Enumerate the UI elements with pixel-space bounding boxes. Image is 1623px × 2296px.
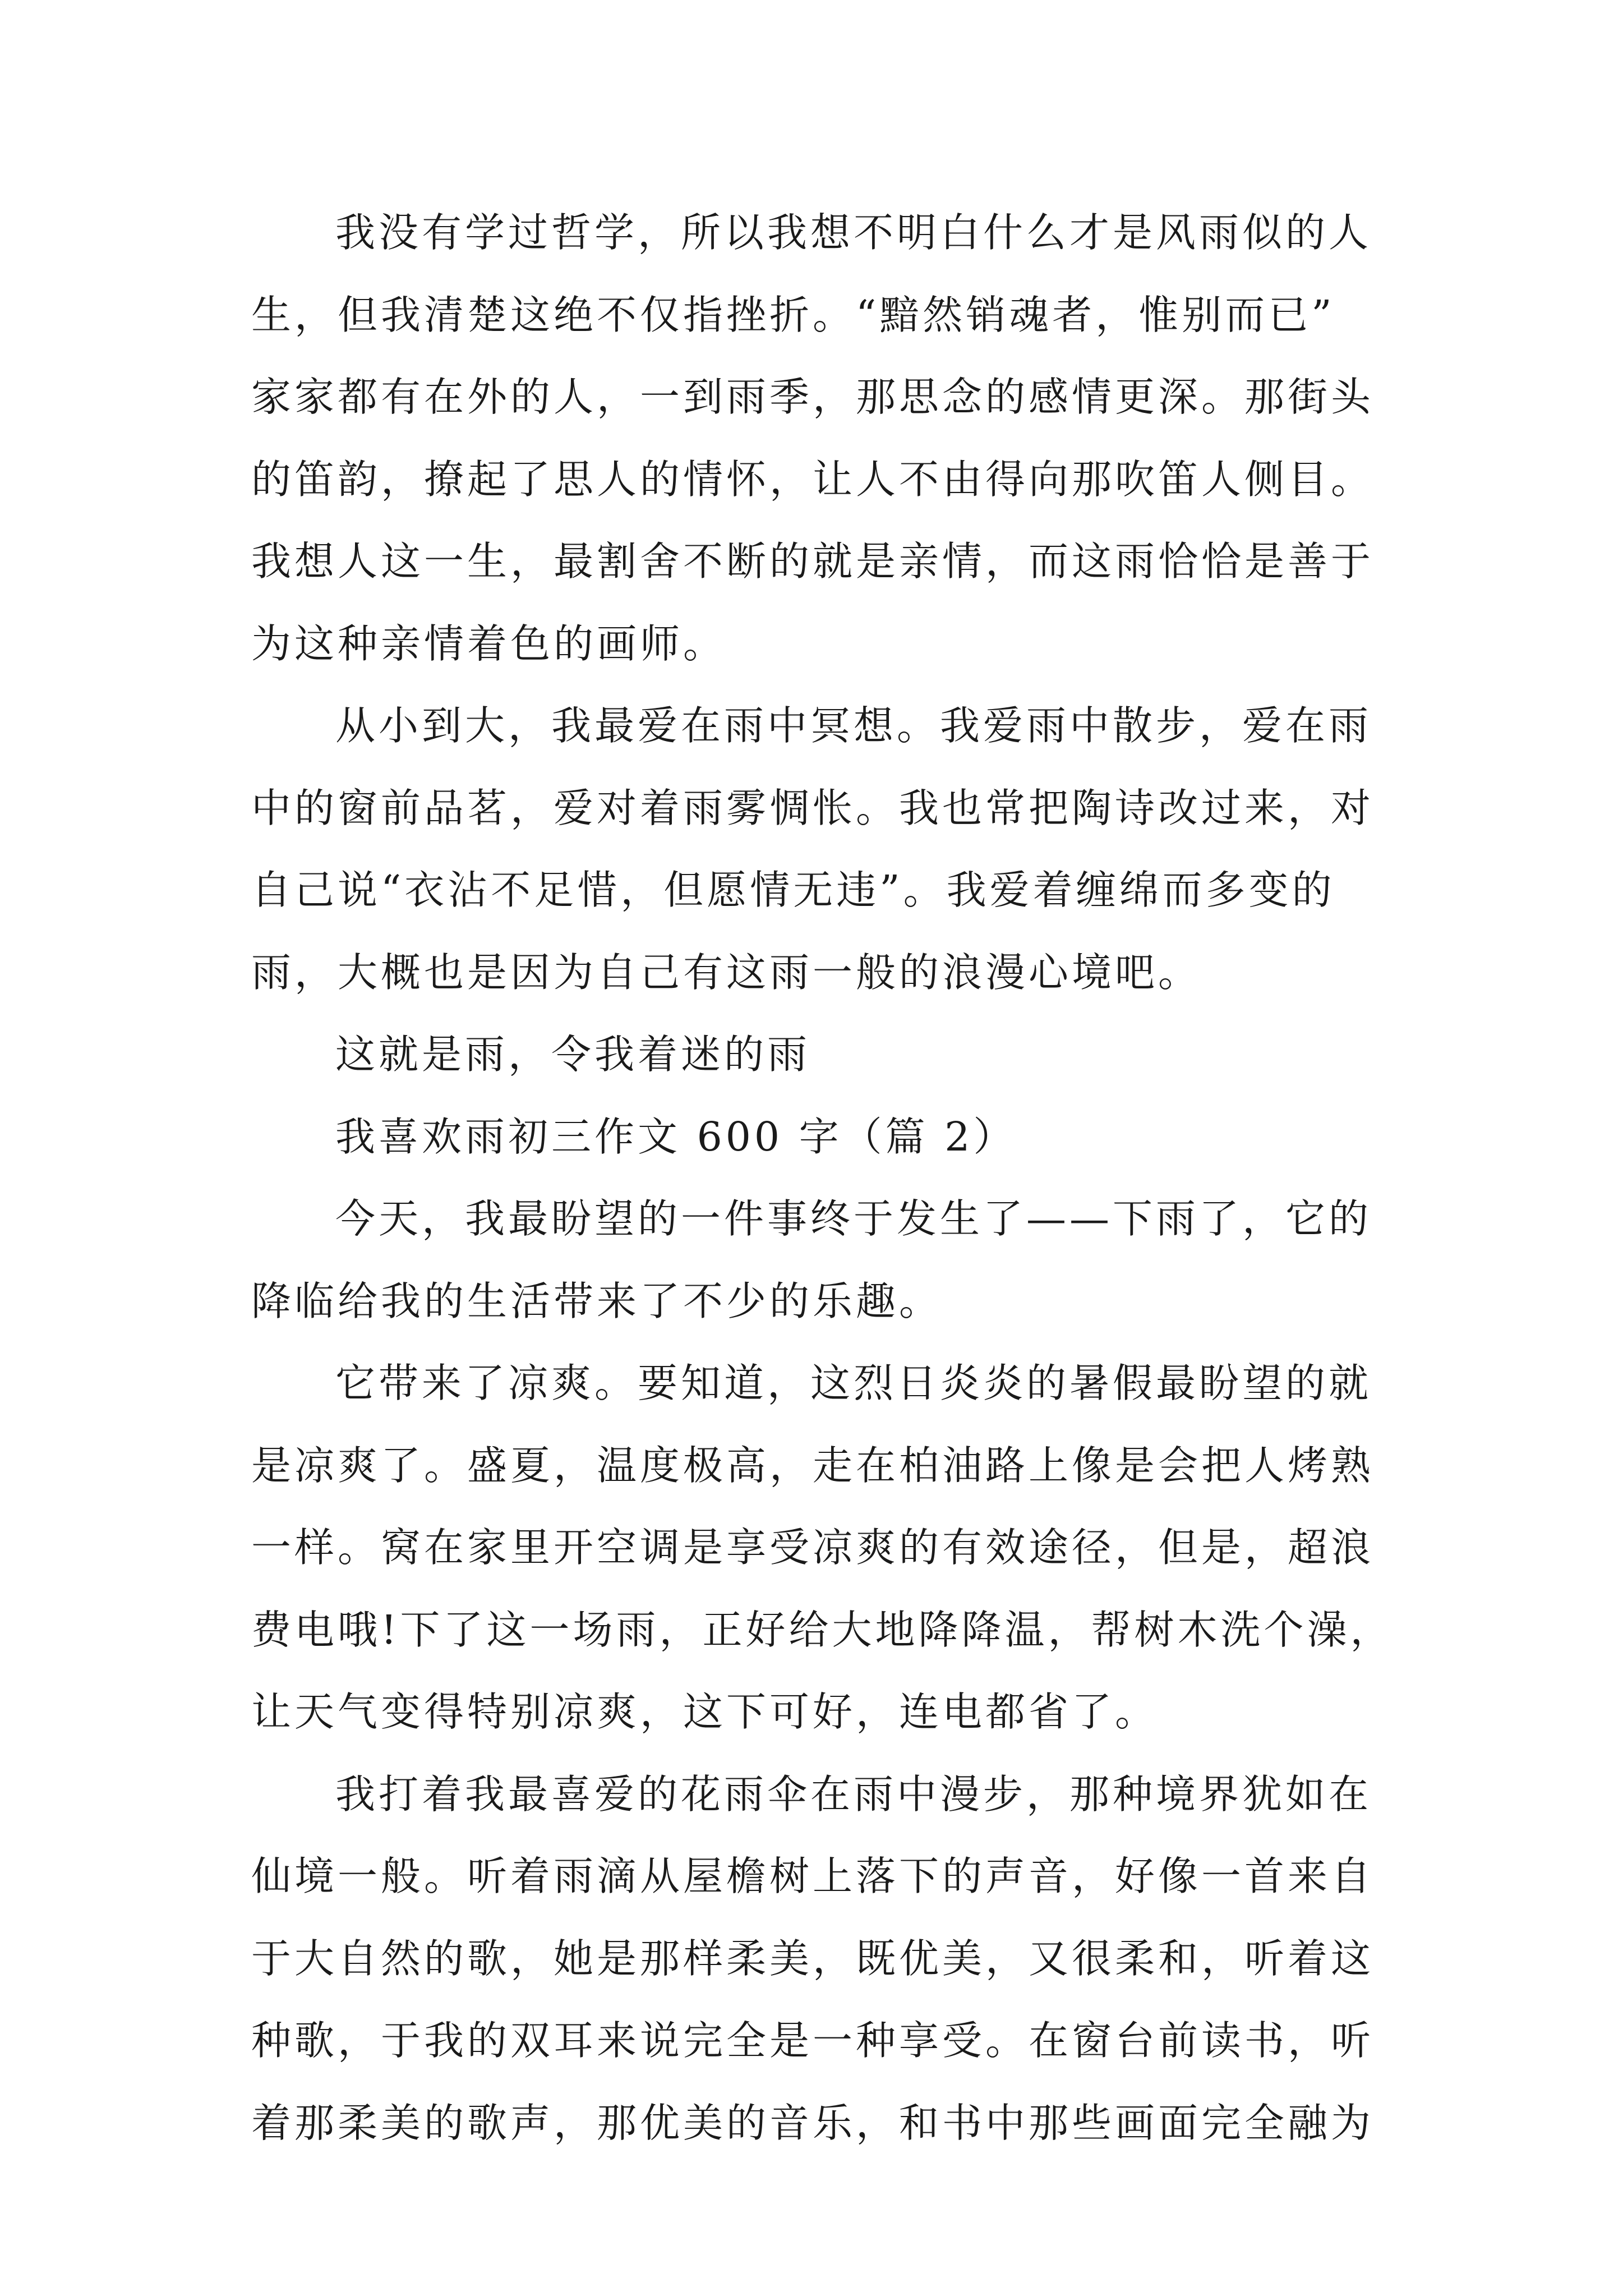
text-line: 这就是雨，令我着迷的雨 [335, 1031, 811, 1078]
text-line: 降临给我的生活带来了不少的乐趣。 [251, 1277, 943, 1324]
text-line: 着那柔美的歌声，那优美的音乐，和书中那些画面完全融为 [251, 2099, 1375, 2146]
text-line: 让天气变得特别凉爽，这下可好，连电都省了。 [251, 1688, 1159, 1735]
text-line: 从小到大，我最爱在雨中冥想。我爱雨中散步，爱在雨 [335, 702, 1372, 749]
text-line: 雨，大概也是因为自己有这雨一般的浪漫心境吧。 [251, 949, 1202, 996]
text-line: 费电哦!下了这一场雨，正好给大地降降温，帮树木洗个澡， [251, 1606, 1394, 1653]
section-heading: 我喜欢雨初三作文 600 字（篇 2） [335, 1113, 1017, 1160]
text-line: 我想人这一生，最割舍不断的就是亲情，而这雨恰恰是善于 [251, 538, 1375, 585]
text-line: 种歌，于我的双耳来说完全是一种享受。在窗台前读书，听 [251, 2017, 1375, 2064]
text-line: 于大自然的歌，她是那样柔美，既优美，又很柔和，听着这 [251, 1935, 1375, 1982]
text-line: 我没有学过哲学，所以我想不明白什么才是风雨似的人 [335, 209, 1372, 256]
text-line: 的笛韵，撩起了思人的情怀，让人不由得向那吹笛人侧目。 [251, 455, 1375, 503]
text-line: 家家都有在外的人，一到雨季，那思念的感情更深。那街头 [251, 374, 1375, 420]
text-line: 一样。窝在家里开空调是享受凉爽的有效途径，但是，超浪 [251, 1524, 1375, 1571]
text-line: 是凉爽了。盛夏，温度极高，走在柏油路上像是会把人烤熟 [251, 1442, 1375, 1489]
text-line: 自己说“衣沾不足惜，但愿情无违”。我爱着缠绵而多变的 [251, 867, 1335, 913]
text-line: 为这种亲情着色的画师。 [251, 620, 727, 667]
text-line: 中的窗前品茗，爱对着雨雾惆怅。我也常把陶诗改过来，对 [251, 784, 1375, 831]
text-line: 它带来了凉爽。要知道，这烈日炎炎的暑假最盼望的就 [335, 1360, 1372, 1406]
text-line: 今天，我最盼望的一件事终于发生了——下雨了，它的 [335, 1195, 1372, 1242]
text-line: 生，但我清楚这绝不仅指挫折。“黯然销魂者，惟别而已” [251, 291, 1335, 338]
text-line: 我打着我最喜爱的花雨伞在雨中漫步，那种境界犹如在 [335, 1770, 1372, 1818]
text-line: 仙境一般。听着雨滴从屋檐树上落下的声音，好像一首来自 [251, 1853, 1375, 1899]
body-text [251, 192, 1394, 2164]
